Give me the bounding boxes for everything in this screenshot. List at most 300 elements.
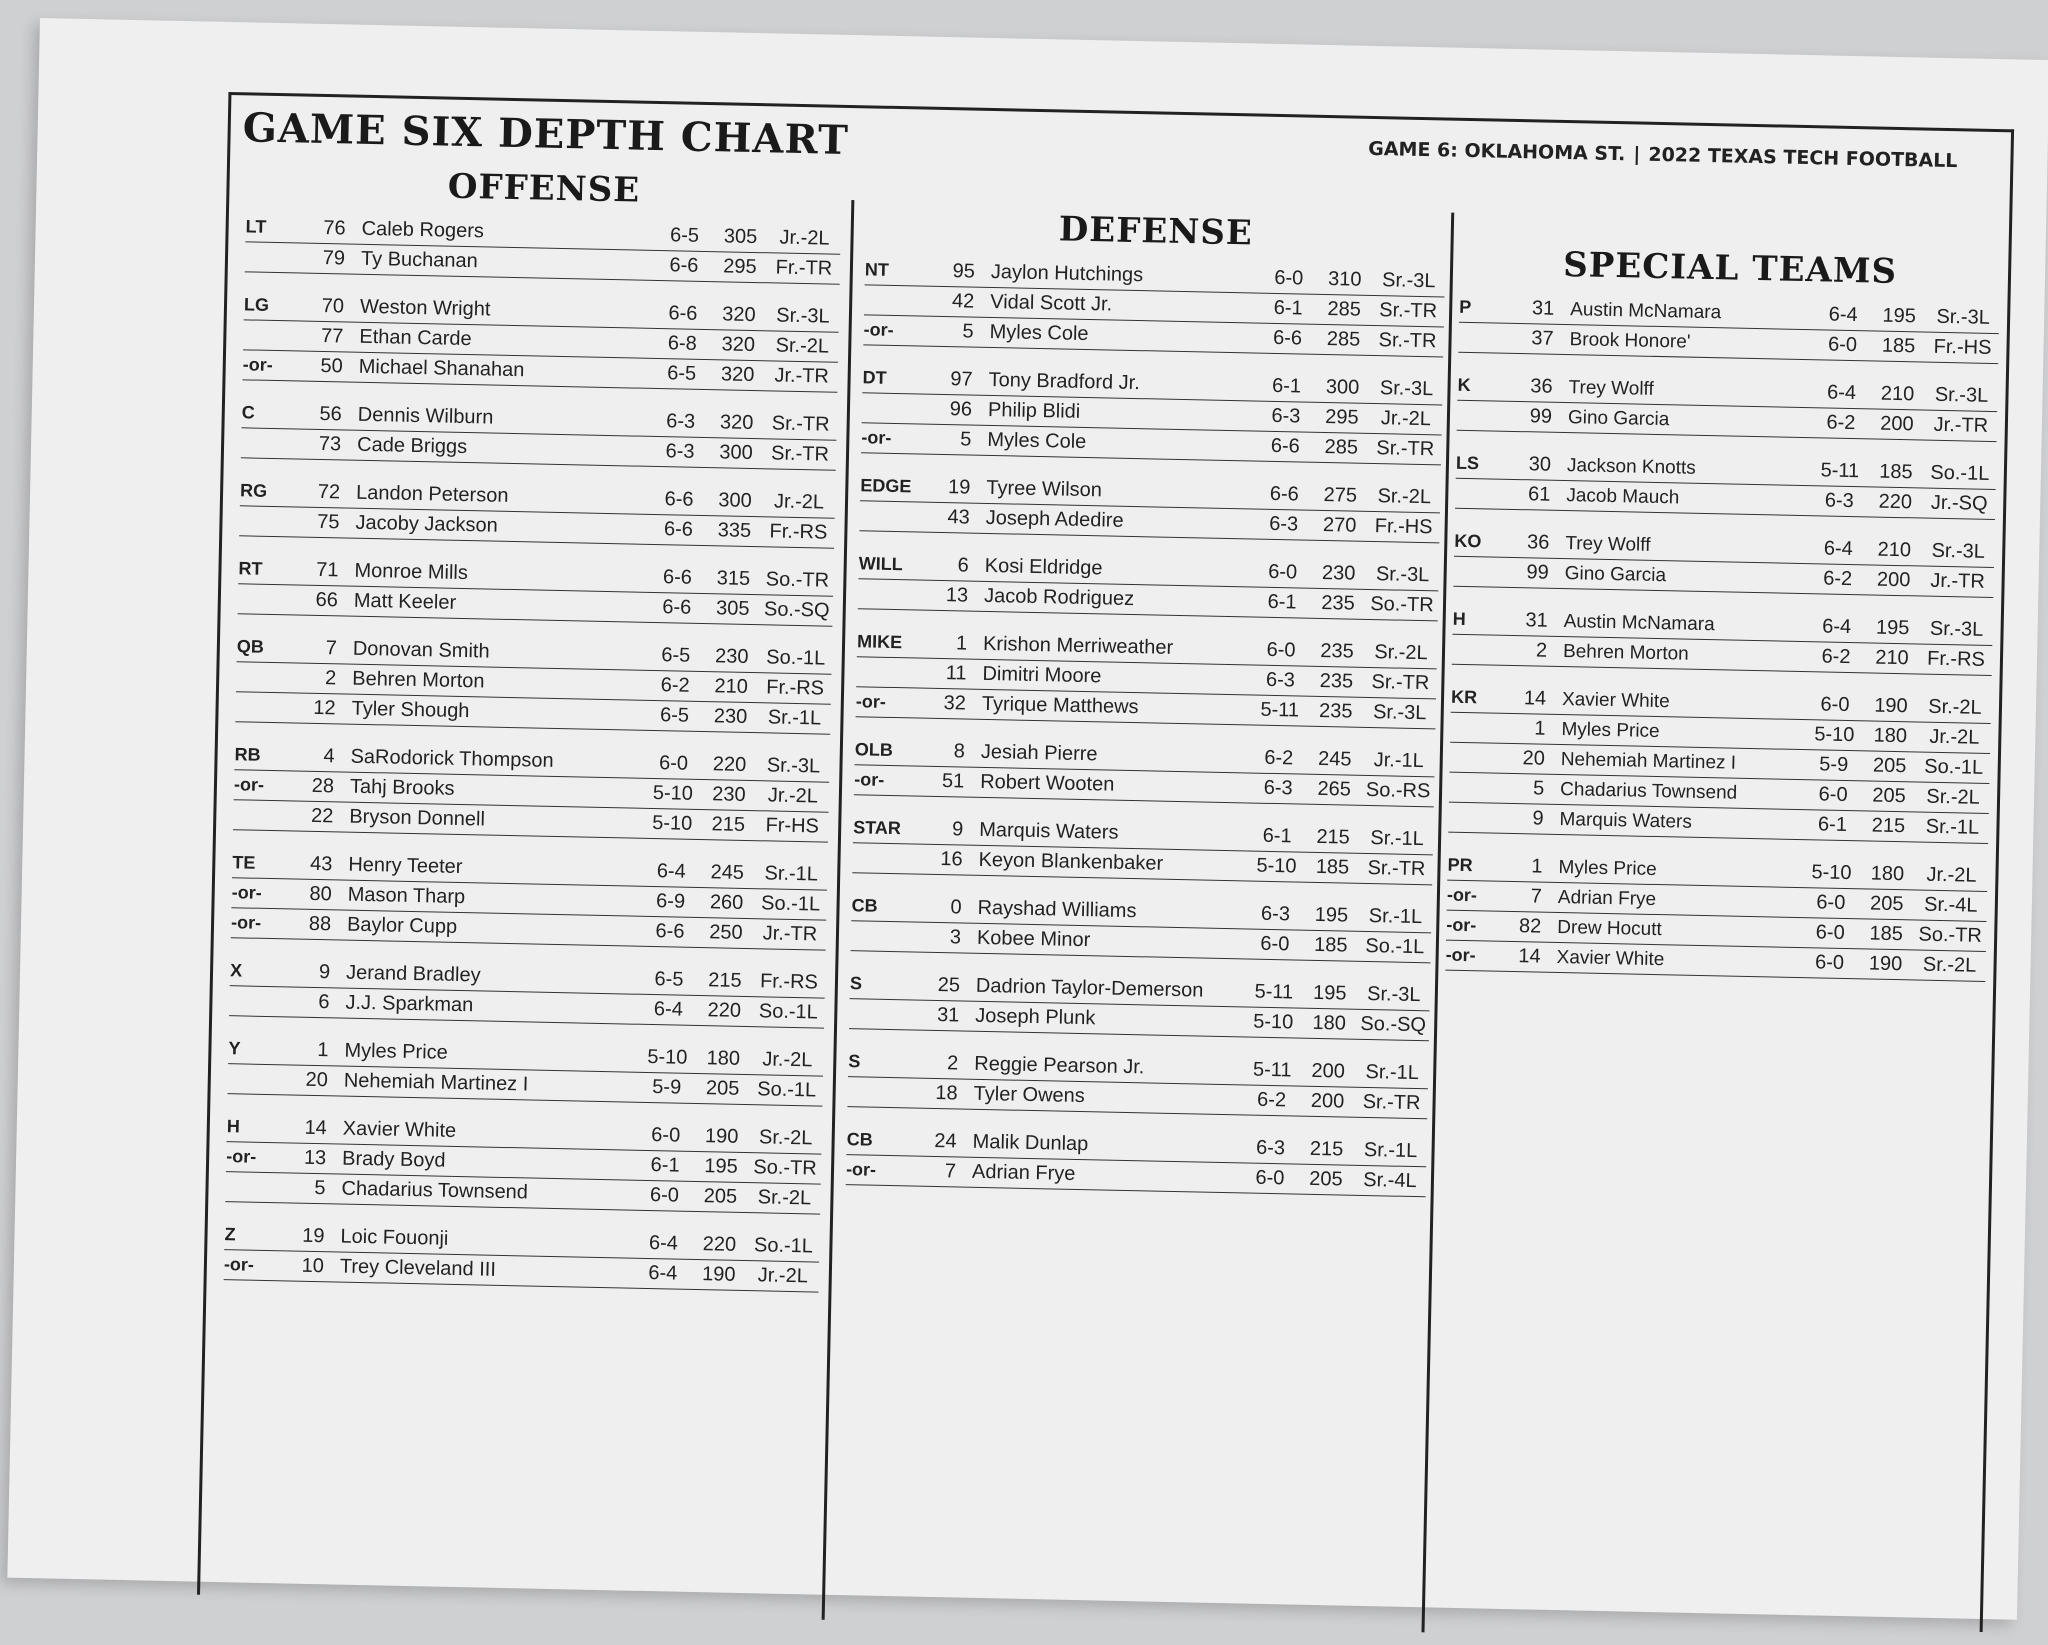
position-label [852, 863, 922, 864]
player-weight: 305 [715, 597, 750, 620]
special-teams-heading: SPECIAL TEAMS [1562, 244, 1898, 292]
position-label: LG [243, 294, 270, 315]
jersey-number: 77 [320, 324, 344, 348]
jersey-number: 61 [1527, 483, 1551, 506]
jersey-number: 31 [936, 1004, 960, 1027]
player-height: 6-1 [1817, 813, 1848, 837]
player-weight: 210 [1880, 382, 1915, 406]
player-height: 6-4 [648, 1232, 679, 1255]
player-height: 5-9 [652, 1076, 682, 1099]
player-height: 5-10 [652, 782, 694, 805]
jersey-number: 14 [1518, 945, 1541, 968]
player-height: 6-6 [663, 518, 694, 541]
player-class: Sr.-2L [758, 1126, 813, 1150]
position-label: WILL [858, 553, 903, 575]
player-name: Donovan Smith [352, 637, 490, 663]
player-name: Rayshad Williams [977, 896, 1137, 923]
player-class: Sr.-3L [1366, 983, 1421, 1007]
jersey-number: 8 [953, 740, 966, 763]
jersey-number: 99 [1526, 561, 1549, 584]
player-weight: 285 [1324, 435, 1359, 459]
player-weight: 245 [710, 861, 745, 884]
player-name: Myles Price [1558, 856, 1657, 881]
jersey-number: 37 [1531, 327, 1554, 350]
player-height: 6-3 [1265, 668, 1296, 692]
player-weight: 235 [1319, 669, 1354, 693]
player-height: 5-10 [1811, 861, 1852, 885]
jersey-number: 2 [324, 667, 337, 690]
header-separator: | [1633, 143, 1641, 166]
position-label: NT [864, 259, 890, 280]
depth-chart-page [7, 18, 2048, 1620]
position-group [852, 813, 1433, 885]
position-label [864, 305, 934, 306]
header-game: GAME 6: OKLAHOMA ST. [1368, 137, 1626, 166]
position-label: P [1459, 296, 1472, 318]
player-height: 5-11 [1254, 980, 1294, 1004]
player-class: So.-1L [760, 892, 821, 916]
player-class: Jr.-2L [1929, 725, 1980, 749]
player-weight: 195 [704, 1155, 739, 1178]
position-label [1448, 823, 1503, 824]
jersey-number: 18 [935, 1081, 958, 1105]
jersey-number: 19 [947, 476, 971, 499]
position-label: KR [1450, 686, 1478, 708]
player-weight: 300 [718, 489, 752, 513]
player-class: Sr.-2L [1922, 953, 1977, 977]
player-weight: 210 [1875, 646, 1909, 670]
jersey-number: 76 [323, 216, 346, 240]
player-height: 6-6 [1270, 434, 1300, 458]
position-label [228, 1084, 288, 1085]
player-height: 6-6 [662, 596, 692, 619]
player-class: So.-RS [1365, 778, 1431, 803]
jersey-number: 7 [325, 637, 338, 660]
position-label [862, 413, 932, 414]
jersey-number: 51 [941, 770, 965, 793]
position-label: EDGE [860, 475, 912, 497]
player-height: 6-5 [661, 644, 691, 667]
player-height: 5-9 [1819, 753, 1849, 777]
position-label: -or- [861, 427, 892, 448]
player-height: 6-2 [1822, 567, 1853, 591]
player-class: Sr.-4L [1363, 1168, 1417, 1193]
player-class: Sr.-3L [1936, 305, 1991, 329]
player-weight: 185 [1881, 334, 1916, 358]
player-name: Weston Wright [359, 295, 491, 321]
position-group [233, 740, 830, 842]
player-class: Jr.-2L [757, 1264, 809, 1288]
player-weight: 315 [716, 567, 751, 590]
player-weight: 335 [717, 519, 752, 543]
player-weight: 220 [1878, 490, 1913, 514]
player-name: Jacob Rodriguez [983, 584, 1135, 611]
jersey-number: 71 [316, 558, 339, 582]
player-weight: 235 [1321, 591, 1355, 615]
player-name: Myles Cole [987, 428, 1087, 454]
position-label [848, 1097, 918, 1098]
player-height: 6-6 [662, 566, 693, 589]
jersey-number: 4 [323, 745, 335, 768]
player-name: Henry Teeter [348, 853, 463, 879]
player-weight: 185 [1869, 922, 1904, 946]
player-class: So.-TR [765, 568, 830, 592]
player-name: Caleb Rogers [361, 217, 485, 243]
player-height: 5-10 [1253, 1010, 1294, 1034]
position-label [849, 1019, 919, 1020]
position-label: MIKE [856, 631, 903, 653]
player-weight: 250 [709, 921, 743, 944]
position-label: RB [234, 744, 261, 765]
position-label: -or- [863, 319, 894, 340]
offense-heading: OFFENSE [447, 166, 641, 211]
jersey-number: 73 [318, 432, 342, 456]
player-name: Mason Tharp [347, 883, 466, 909]
player-class: Sr.-1L [1925, 815, 1980, 839]
player-height: 6-0 [1260, 932, 1290, 956]
player-class: Jr.-2L [1926, 863, 1977, 887]
player-weight: 215 [1309, 1137, 1344, 1161]
player-weight: 230 [714, 645, 749, 668]
jersey-number: 5 [960, 428, 972, 451]
player-class: So.-1L [1924, 755, 1984, 779]
jersey-number: 13 [303, 1146, 327, 1170]
jersey-number: 7 [944, 1160, 957, 1183]
position-label: H [1452, 608, 1466, 629]
position-group [1448, 683, 1991, 844]
player-weight: 215 [1316, 825, 1351, 849]
position-label: -or- [225, 1146, 257, 1167]
player-weight: 320 [721, 333, 756, 357]
player-class: Sr.-3L [1375, 563, 1430, 587]
jersey-number: 2 [946, 1052, 959, 1075]
player-height: 6-1 [1273, 296, 1303, 320]
player-class: Jr.-1L [1373, 749, 1424, 773]
jersey-number: 95 [952, 260, 976, 283]
jersey-number: 82 [1518, 915, 1542, 938]
position-label [1459, 343, 1514, 344]
position-group [241, 398, 837, 470]
header-season: 2022 TEXAS TECH FOOTBALL [1648, 143, 1958, 173]
player-weight: 185 [1878, 460, 1913, 484]
position-label: -or- [1446, 914, 1477, 936]
player-height: 6-5 [659, 704, 690, 727]
player-weight: 220 [702, 1233, 737, 1256]
page-title: GAME SIX DEPTH CHART [242, 104, 850, 164]
position-label: -or- [845, 1159, 877, 1180]
jersey-number: 1 [1531, 855, 1543, 878]
player-height: 6-3 [1260, 902, 1291, 926]
player-name: J.J. Sparkman [345, 991, 474, 1017]
jersey-number: 79 [322, 246, 346, 270]
jersey-number: 1 [317, 1039, 329, 1062]
jersey-number: 19 [302, 1224, 325, 1248]
player-name: Myles Price [344, 1039, 449, 1064]
player-height: 6-4 [1828, 303, 1858, 327]
player-name: Landon Peterson [355, 481, 509, 507]
player-height: 6-3 [665, 440, 695, 463]
player-class: So.-1L [1930, 461, 1990, 485]
position-label: K [1457, 374, 1471, 396]
player-name: Marquis Waters [1559, 809, 1693, 833]
player-weight: 270 [1322, 513, 1357, 537]
player-height: 6-4 [1826, 381, 1857, 405]
player-weight: 185 [1313, 933, 1348, 957]
player-class: Fr.-HS [1933, 335, 1992, 359]
player-name: SaRodorick Thompson [350, 745, 554, 772]
player-height: 6-0 [1818, 783, 1848, 807]
player-height: 6-0 [1814, 951, 1845, 974]
player-height: 6-0 [658, 752, 689, 775]
player-weight: 285 [1326, 328, 1361, 351]
player-class: Fr.-RS [759, 970, 819, 994]
position-group [856, 627, 1438, 729]
player-height: 6-4 [648, 1262, 678, 1285]
player-name: Marquis Waters [978, 818, 1119, 844]
player-height: 6-3 [1824, 489, 1854, 513]
player-height: 6-4 [656, 860, 686, 883]
player-class: So.-1L [766, 646, 826, 670]
player-weight: 205 [1872, 754, 1907, 778]
player-weight: 260 [709, 891, 744, 914]
player-name: Austin McNamara [1563, 611, 1715, 636]
player-weight: 215 [708, 969, 742, 992]
jersey-number: 6 [957, 554, 969, 577]
special-teams-groups [1445, 293, 1999, 982]
position-group [225, 1112, 822, 1214]
player-weight: 285 [1327, 298, 1362, 321]
player-weight: 215 [1871, 814, 1906, 838]
jersey-number: 9 [951, 818, 964, 841]
player-class: Sr.-1L [764, 862, 819, 886]
player-class: So.-1L [757, 1078, 817, 1102]
player-height: 6-3 [1255, 1136, 1286, 1160]
player-height: 6-2 [1826, 411, 1856, 435]
player-name: Monroe Mills [354, 559, 469, 585]
player-name: Behren Morton [352, 667, 485, 693]
player-name: Xavier White [1561, 689, 1670, 713]
jersey-number: 22 [310, 804, 334, 828]
player-weight: 310 [1327, 268, 1362, 291]
player-class: So.-TR [1918, 923, 1983, 947]
player-height: 6-5 [654, 968, 684, 991]
position-label [233, 820, 293, 821]
player-name: Myles Cole [989, 320, 1089, 346]
player-height: 5-10 [1256, 854, 1297, 878]
player-name: Nehemiah Martinez I [1560, 749, 1737, 774]
player-name: Tyler Shough [351, 697, 470, 723]
jersey-number: 31 [1525, 609, 1548, 632]
player-class: Sr.-TR [1371, 671, 1430, 695]
player-class: Sr.-3L [1929, 617, 1984, 641]
player-weight: 200 [1876, 568, 1911, 592]
jersey-number: 31 [1531, 297, 1555, 320]
player-weight: 200 [1879, 412, 1914, 436]
player-class: Sr.-TR [770, 442, 830, 466]
jersey-number: 43 [947, 506, 970, 529]
position-label [229, 1006, 289, 1007]
position-group [229, 956, 825, 1028]
jersey-number: 72 [317, 480, 341, 504]
position-label [241, 448, 301, 449]
player-weight: 220 [712, 753, 747, 776]
position-group [235, 632, 832, 734]
player-height: 6-3 [666, 410, 696, 433]
player-name: Ethan Carde [359, 325, 472, 351]
jersey-number: 50 [320, 354, 344, 378]
offense-groups [224, 212, 841, 1292]
position-label: X [229, 960, 243, 981]
player-name: Kosi Eldridge [984, 554, 1103, 580]
position-label: -or- [242, 354, 273, 375]
position-label: DT [862, 367, 887, 388]
player-height: 6-0 [649, 1184, 680, 1207]
player-name: Myles Price [1561, 719, 1660, 743]
position-label: QB [236, 636, 265, 657]
player-class: Sr.-TR [1362, 1090, 1421, 1115]
player-weight: 180 [1312, 1011, 1347, 1035]
player-height: 5-10 [1814, 723, 1855, 747]
player-class: Fr-HS [765, 814, 820, 838]
player-class: So.-TR [753, 1156, 817, 1180]
player-name: Dennis Wilburn [357, 403, 494, 429]
player-name: Loic Fouonji [340, 1225, 449, 1250]
player-height: 6-3 [1271, 404, 1301, 428]
position-label [858, 599, 928, 600]
position-group [242, 290, 839, 392]
position-label: LT [245, 216, 267, 237]
position-group [861, 363, 1443, 465]
player-height: 6-4 [653, 998, 684, 1021]
player-height: 6-4 [1821, 615, 1852, 639]
player-class: So.-1L [1365, 934, 1425, 959]
position-label: RT [238, 558, 263, 579]
jersey-number: 24 [934, 1129, 957, 1153]
player-weight: 320 [719, 411, 754, 435]
jersey-number: 0 [950, 896, 962, 919]
jersey-number: 36 [1526, 531, 1550, 554]
player-class: Jr.-2L [779, 226, 830, 250]
player-name: Michael Shanahan [358, 355, 525, 382]
player-name: Keyon Blankenbaker [978, 848, 1164, 875]
offense-column [223, 162, 842, 1310]
player-weight: 185 [1315, 855, 1350, 879]
player-class: Fr.-RS [766, 676, 825, 700]
player-height: 6-5 [667, 362, 697, 385]
player-name: Tyler Owens [973, 1082, 1086, 1108]
jersey-number: 3 [949, 926, 962, 949]
player-weight: 235 [1320, 639, 1354, 663]
player-height: 5-11 [1260, 698, 1300, 722]
jersey-number: 30 [1528, 453, 1552, 476]
player-name: Behren Morton [1562, 641, 1689, 665]
position-label [239, 526, 299, 527]
position-label: S [848, 1051, 861, 1072]
position-group [849, 969, 1430, 1041]
player-height: 6-6 [668, 302, 698, 325]
player-class: Fr.-RS [769, 520, 828, 544]
player-height: 5-11 [1252, 1058, 1292, 1082]
player-height: 6-0 [1255, 1166, 1285, 1190]
player-name: Philip Blidi [987, 398, 1081, 423]
position-label: H [226, 1116, 241, 1137]
player-name: Chadarius Townsend [341, 1177, 529, 1204]
player-name: Dadrion Taylor-Demerson [975, 974, 1204, 1002]
position-label: -or- [854, 769, 885, 790]
position-label: C [241, 402, 255, 423]
position-label: -or- [231, 882, 262, 903]
player-height: 6-9 [655, 890, 686, 913]
player-weight: 220 [707, 999, 742, 1022]
player-name: Brook Honore' [1569, 329, 1691, 353]
jersey-number: 1 [1534, 717, 1546, 740]
player-height: 6-0 [1820, 693, 1850, 717]
player-class: Fr.-TR [775, 256, 833, 280]
player-weight: 190 [701, 1263, 736, 1286]
jersey-number: 1 [955, 632, 968, 655]
position-label: -or- [855, 691, 887, 712]
jersey-number: 20 [305, 1068, 329, 1092]
position-label [243, 340, 303, 341]
player-class: Sr.-TR [1379, 299, 1438, 323]
player-name: Drew Hocutt [1557, 916, 1663, 941]
player-height: 6-6 [669, 254, 699, 277]
player-height: 6-3 [1268, 512, 1299, 536]
player-class: Jr.-2L [773, 490, 825, 514]
player-weight: 235 [1318, 699, 1353, 723]
player-weight: 195 [1314, 903, 1349, 927]
player-class: Sr.-3L [1934, 383, 1989, 407]
player-class: Sr.-1L [1368, 905, 1423, 929]
jersey-number: 12 [313, 696, 336, 720]
player-name: Adrian Frye [1557, 886, 1657, 911]
jersey-number: 42 [951, 290, 975, 313]
player-name: Gino Garcia [1564, 563, 1667, 587]
position-label [1450, 763, 1505, 764]
player-class: Sr.-TR [1367, 856, 1426, 881]
player-class: Jr.-2L [767, 784, 819, 808]
player-height: 6-1 [1267, 590, 1297, 614]
position-label: STAR [853, 817, 902, 839]
player-name: Cade Briggs [356, 433, 468, 459]
player-height: 6-1 [1262, 824, 1292, 848]
jersey-number: 13 [945, 584, 969, 607]
player-height: 6-6 [664, 488, 694, 511]
player-name: Chadarius Townsend [1559, 779, 1738, 804]
position-label: PR [1447, 854, 1473, 876]
position-label [236, 712, 296, 713]
player-class: Sr.-3L [1381, 269, 1436, 293]
player-class: Sr.-2L [1377, 485, 1432, 509]
position-label: CB [851, 895, 878, 916]
player-name: Austin McNamara [1570, 299, 1722, 324]
jersey-number: 56 [319, 402, 342, 426]
position-label [860, 521, 930, 522]
player-weight: 230 [1321, 561, 1356, 585]
jersey-number: 25 [937, 974, 961, 997]
player-class: Fr.-RS [1926, 647, 1986, 671]
player-name: Brady Boyd [341, 1147, 446, 1172]
player-height: 6-1 [650, 1154, 680, 1177]
player-weight: 205 [703, 1185, 738, 1208]
position-group [1452, 605, 1993, 676]
player-weight: 190 [704, 1125, 739, 1148]
position-label: -or- [230, 912, 262, 933]
position-group [847, 1047, 1428, 1119]
jersey-number: 70 [321, 294, 345, 318]
player-class: So.-SQ [763, 598, 830, 622]
jersey-number: 99 [1529, 405, 1553, 428]
